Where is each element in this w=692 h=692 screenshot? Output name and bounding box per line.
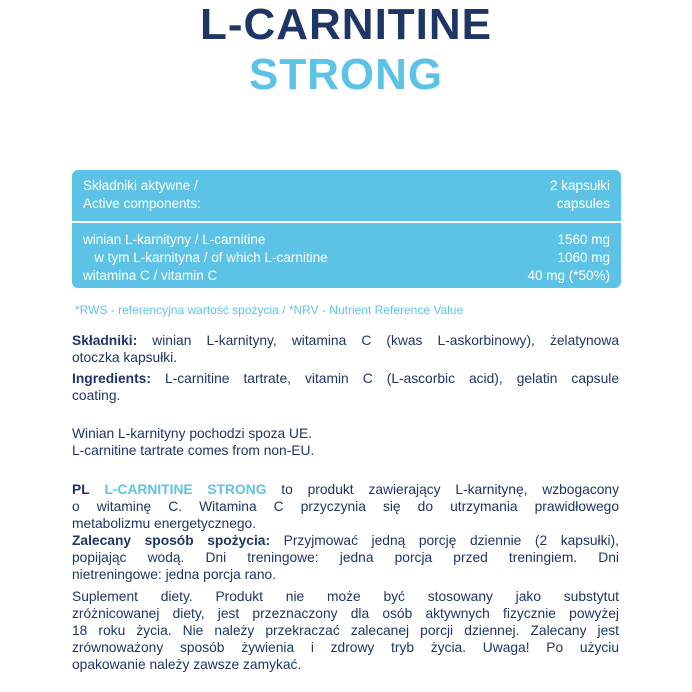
row-value: 40 mg (*50%) — [527, 268, 610, 283]
table-header — [72, 170, 621, 220]
header-left-line2: Active components: — [83, 196, 201, 211]
table-row — [72, 249, 621, 266]
description-line3: metabolizmu energetycznego. — [72, 516, 257, 531]
table-row — [72, 231, 621, 248]
product-title-line2: STRONG — [248, 50, 444, 99]
warning-line2: zróżnicowanej diety, jest przeznaczony dla osób aktywnych fizycznie powyżej — [72, 606, 619, 621]
origin-note — [72, 425, 619, 459]
usage-line3: nietreningowe: jedna porcja rano. — [72, 567, 277, 582]
warning-line1: Suplement diety. Produkt nie może być stosowany jako substytut — [72, 589, 619, 604]
warning-line3: 18 roku życia. Nie należy przekraczać zalecanej porcji dziennej. Zalecany jest — [72, 623, 619, 638]
product-title-line1: L-CARNITINE — [199, 0, 493, 49]
ingredients-pl — [72, 332, 619, 366]
ingredients-label: Ingredients: — [72, 371, 151, 386]
warning-text — [72, 588, 619, 673]
table-divider — [72, 221, 621, 223]
header-right-line1: 2 kapsułki — [549, 178, 610, 193]
usage-label: Zalecany sposób spożycia: — [72, 533, 271, 548]
ingredients-en — [72, 370, 619, 404]
brand-name: L-CARNITINE STRONG — [104, 482, 267, 497]
product-description — [72, 481, 619, 532]
description-line1: to produkt zawierający L-karnitynę, wzbogacony — [266, 482, 619, 497]
warning-line4: zrównoważony sposób żywienia i zdrowy tryb życia. Uwaga! Po użyciu — [72, 640, 619, 655]
header-right-line2: capsules — [556, 196, 610, 211]
usage-instructions — [72, 532, 619, 583]
row-label: w tym L-karnityna / of which L-carnitine — [83, 250, 328, 265]
footnote: *RWS - referencyjna wartość spożycia / *NRV - Nutrient Reference Value — [75, 303, 464, 317]
warning-line5: opakowanie należy zawsze zamykać. — [72, 657, 302, 672]
ingredients-text-2: coating. — [72, 388, 121, 403]
lang-code: PL — [72, 482, 90, 497]
header-left-line1: Składniki aktywne / — [83, 178, 198, 193]
skladniki-text-2: otoczka kapsułki. — [72, 350, 178, 365]
nutrition-table — [72, 170, 621, 288]
origin-line2: L-carnitine tartrate comes from non-EU. — [72, 443, 315, 458]
row-value: 1560 mg — [557, 232, 610, 247]
skladniki-label: Składniki: — [72, 333, 138, 348]
ingredients-text-1: L-carnitine tartrate, vitamin C (L-ascorbic acid), gelatin capsule — [150, 371, 619, 386]
description-line2: o witaminę C. Witamina C przyczynia się do utrzymania prawidłowego — [72, 499, 619, 514]
skladniki-text-1: winian L-karnityny, witamina C (kwas L-askorbinowy), żelatynowa — [137, 333, 619, 348]
origin-line1: Winian L-karnityny pochodzi spoza UE. — [72, 426, 313, 441]
row-value: 1060 mg — [557, 250, 610, 265]
table-row — [72, 267, 621, 284]
row-label: witamina C / vitamin C — [83, 268, 218, 283]
row-label: winian L-karnityny / L-carnitine — [83, 232, 266, 247]
usage-line2: popijając wodą. Dni treningowe: jedna porcja przed treningiem. Dni — [72, 550, 619, 565]
usage-line1: Przyjmować jedną porcję dziennie (2 kapsułki), — [270, 533, 619, 548]
